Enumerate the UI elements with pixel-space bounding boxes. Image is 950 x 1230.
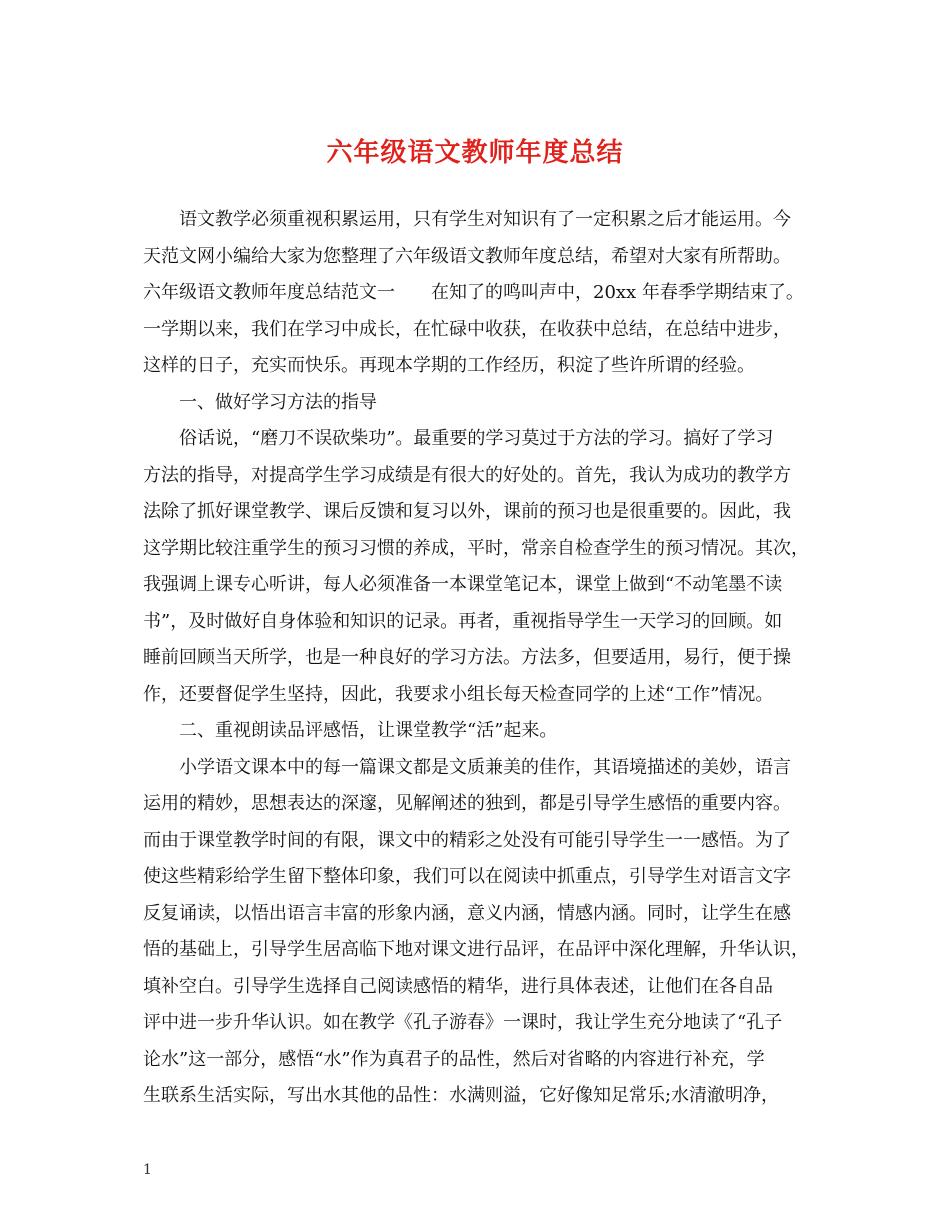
document-title: 六年级语文教师年度总结 [326, 138, 624, 168]
body-line: 方法的指导，对提高学生学习成绩是有很大的好处的。首先，我认为成功的教学方 [143, 464, 791, 486]
body-line: 一学期以来，我们在学习中成长，在忙碌中收获，在收获中总结，在总结中进步， [143, 318, 791, 340]
body-line: 使这些精彩给学生留下整体印象，我们可以在阅读中抓重点，引导学生对语言文字 [143, 866, 791, 887]
body-line: 语文教学必须重视积累运用，只有学生对知识有了一定积累之后才能运用。今 [143, 209, 791, 230]
body-line: 反复诵读，以悟出语言丰富的形象内涵，意义内涵，情感内涵。同时，让学生在感 [143, 902, 791, 924]
body-line: 天范文网小编给大家为您整理了六年级语文教师年度总结，希望对大家有所帮助。 [143, 245, 791, 267]
body-line: 一、做好学习方法的指导 [143, 391, 377, 413]
body-line: 小学语文课本中的每一篇课文都是文质兼美的佳作，其语境描述的美妙，语言 [143, 756, 791, 778]
body-line: 评中进一步升华认识。如在教学《孔子游春》一课时，我让学生充分地读了“孔子 [143, 1012, 783, 1033]
body-line: 而由于课堂教学时间的有限，课文中的精彩之处没有可能引导学生一一感悟。为了 [143, 829, 791, 851]
body-line: 六年级语文教师年度总结范文一 在知了的鸣叫声中，20xx 年春季学期结束了。 [143, 282, 804, 303]
body-line: 二、重视朗读品评感悟，让课堂教学“活”起来。 [143, 720, 558, 741]
body-line: 悟的基础上，引导学生居高临下地对课文进行品评，在品评中深化理解，升华认识， [143, 939, 809, 960]
body-line: 这学期比较注重学生的预习习惯的养成，平时，常亲自检查学生的预习情况。其次， [143, 537, 809, 559]
body-line: 睡前回顾当天所学，也是一种良好的学习方法。方法多，但要适用，易行，便于操 [143, 647, 791, 668]
body-line: 作，还要督促学生坚持，因此，我要求小组长每天检查同学的上述“工作”情况。 [143, 683, 774, 705]
body-line: 运用的精妙，思想表达的深邃，见解阐述的独到，都是引导学生感悟的重要内容。 [143, 793, 791, 814]
body-line: 生联系生活实际，写出水其他的品性：水满则溢，它好像知足常乐;水清澈明净， [143, 1085, 780, 1106]
body-line: 俗话说，“磨刀不误砍柴功”。最重要的学习莫过于方法的学习。搞好了学习 [143, 428, 774, 449]
body-line: 我强调上课专心听讲，每人必须准备一本课堂笔记本，课堂上做到“不动笔墨不读 [143, 574, 783, 595]
page-number: 1 [143, 1162, 152, 1178]
body-line: 法除了抓好课堂教学、课后反馈和复习以外，课前的预习也是很重要的。因此，我 [143, 501, 791, 522]
body-line: 这样的日子，充实而快乐。再现本学期的工作经历，积淀了些许所谓的经验。 [143, 355, 755, 376]
body-line: 书”，及时做好自身体验和知识的记录。再者，重视指导学生一天学习的回顾。如 [143, 610, 783, 632]
body-line: 论水”这一部分，感悟“水”作为真君子的品性，然后对省略的内容进行补充，学 [143, 1048, 765, 1070]
body-line: 填补空白。引导学生选择自己阅读感悟的精华，进行具体表述，让他们在各自品 [143, 975, 773, 997]
